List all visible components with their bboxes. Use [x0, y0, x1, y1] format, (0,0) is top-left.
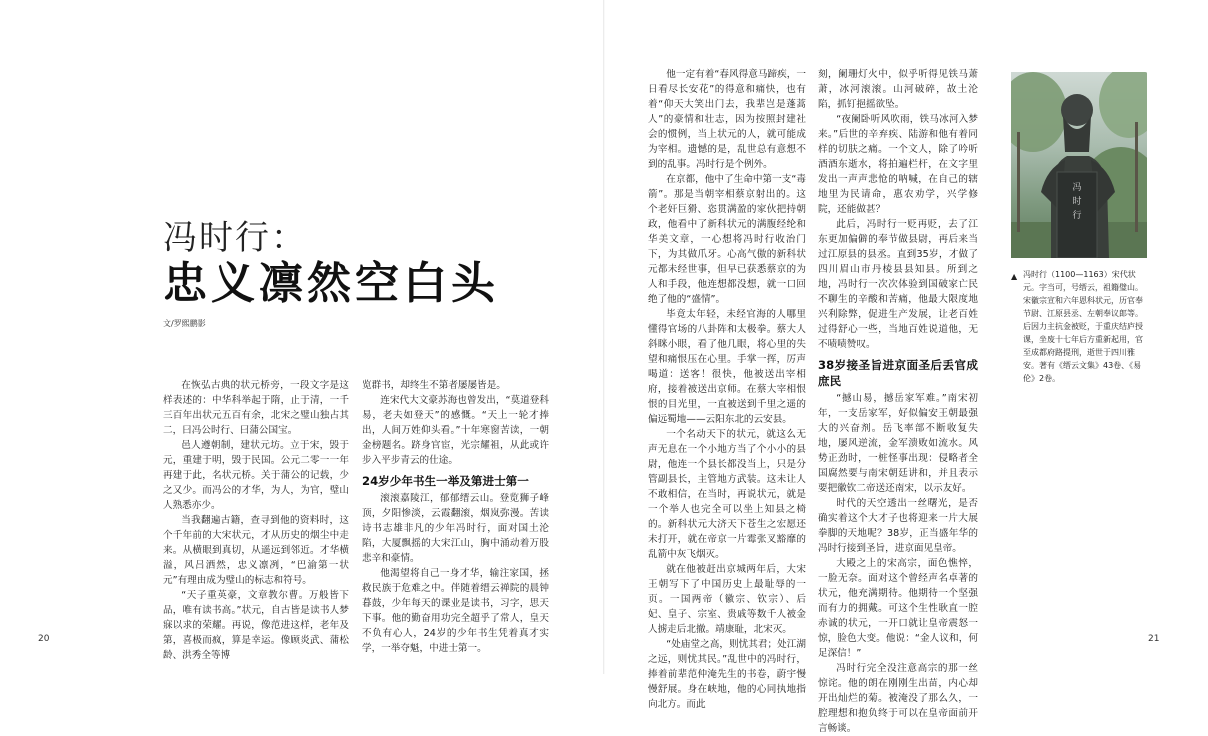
paragraph: 就在他被赶出京城两年后，大宋王朝写下了中国历史上最耻辱的一页。一国两帝（徽宗、钦宗）、后妃、皇子、宗室、贵戚等数千人被金人掳走后北撤。靖康耻，北宋灭。 [648, 564, 806, 635]
caption-text: 冯时行（1100—1163）宋代状元。字当可，号缙云，祖籍璧山。宋徽宗宣和六年恩科状元，历官奉节尉、江原县丞、左朝奉议郎等。后因力主抗金被贬，于重庆结庐授课，坐废十七年后方重新起用，官至成都府路提刑，逝世于四川雅安。著有《缙云文集》43卷、《易伦》2卷。 [1023, 270, 1143, 383]
plaque-char-3: 行 [1072, 211, 1082, 221]
paragraph: “夜阑卧听风吹雨，铁马冰河入梦来。”后世的辛弃疾、陆游和他有着同样的切肤之痛。一个文人，除了吟听酒酒东逝水，将拍遍栏杆，在文字里发出一声声悲怆的呐喊，在自己的辖地里为民请命，惠农劝学，兴学修院，还能做甚？ [818, 114, 978, 215]
text-column-4 [818, 67, 978, 736]
paragraph: 毕竟太年轻，未经官海的人哪里懂得官场的八卦阵和太极拳。蔡大人斜眯小眼，看了他几眼，将心里的失望和痛恨压在心里。手掌一挥，厉声喝道：送客！很快，他被送出宰相府，接着被送出京师。在蔡大宰相恨恨的目光里，一直被送到千里之遥的偏远蜀地——云阳东北的云安县。 [648, 309, 806, 425]
page-number-left: 20 [38, 634, 50, 644]
paragraph: “天子重英豪，文章教尔曹。万般皆下品，唯有读书高。”状元，自古皆是读书人梦寐以求的荣耀。再说，像范进这样，老年及第，喜极而疯，算是幸运。像顾炎武、蒲松龄、洪秀全等博 [163, 590, 349, 661]
page-gutter [603, 0, 605, 674]
text-column-1 [163, 378, 349, 663]
statue-illustration [1011, 72, 1147, 258]
text-column-3 [648, 67, 806, 712]
paragraph: “处庙堂之高，则忧其君；处江湖之远，则忧其民。”乱世中的冯时行，捧着前辈范仲淹先生的书卷，蔚宇慢慢舒展。身在峡地，他的心同执地指向北方。而此 [648, 639, 806, 710]
paragraph: 刻，阑珊灯火中，似乎听得见铁马萧萧，冰河滚滚。山河破碎，故土沦陷，抓钉挹摇欲坠。 [818, 69, 978, 110]
text-column-2 [362, 378, 549, 656]
statue-photo [1011, 72, 1147, 258]
paragraph: 邑人遵朝制，建状元坊。立于宋，毁于元，重建于明，毁于民国。公元二零一一年再建于此，名状元桥。关于蒲公的记载，少之又少。而冯公的才华，为人，为官，璧山人熟悉亦少。 [163, 440, 349, 511]
page-number-right: 21 [1148, 634, 1160, 644]
paragraph: 冯时行完全没注意高宗的那一丝惊诧。他的朗在刚刚生出苗，内心却开出灿烂的菊。被淹没了那么久，一腔理想和抱负终于可以在皇帝面前开言畅谈。 [818, 663, 978, 734]
section-heading: 38岁接圣旨进京面圣后丢官成庶民 [818, 358, 978, 388]
paragraph: 一个名动天下的状元，就这么无声无息在一个小地方当了个小小的县尉，他连一个县长都没当上，只是分管副县长，主管地方武装。这未让人不敢相信，在当时，再说状元，就是一个举人也完全可以坐上知县之椅的。新科状元大济天下苍生之宏愿还未打开，就在帝京一片霉张叉豁靡的乱箭中灰飞烟灭。 [648, 429, 806, 560]
paragraph: 时代的天空透出一丝曙光，是否确实着这个大才子也将迎来一片大展拳脚的天地呢？38岁，正当盛年华的冯时行接到圣旨，进京面见皇帝。 [818, 498, 978, 554]
triangle-marker-icon: ▲ [1011, 272, 1018, 281]
paragraph: 他一定有着“春风得意马蹄疾，一日看尽长安花”的得意和痛快，也有着“仰天大笑出门去，我辈岂是蓬蒿人”的豪情和壮志，因为按照封建社会的惯例，当上状元的人，就可能成为宰相。遗憾的是，乱世总有意想不到的乱事。冯时行是个例外。 [648, 69, 806, 170]
paragraph: “撼山易，撼岳家军难。”南宋初年，一支岳家军，好似偏安王朝最强大的兴奋剂。岳飞率部不断收复失地，屡风逆流，金军溃败如流水。风势正劲时，一桩怪事出现：侵略者全国腐然要与南宋朝廷讲和，并且表示要把徽钦二帝送还南宋，以示友好。 [818, 393, 978, 494]
paragraph: 连宋代大文豪苏海也曾发出，“莫道登科易，老夫如登天”的感慨。“天上一轮才捧出，人间万姓仰头看。”十年寒窗苦读，一朝金榜题名。跻身官宦，光宗耀祖，从此或许步入平步青云的仕途。 [362, 395, 549, 466]
paragraph: 在京都，他中了生命中第一支“毒箭”。那是当朝宰相蔡京射出的。这个老奸巨猾、恣贯满盈的家伙把持朝政，他看中了新科状元的满腹经纶和华美文章，一心想将冯时行收治门下，为其做爪牙。心高气傲的新科状元都未经世事，但早已获悉蔡京的为人和手段，他连想都没想，就一口回绝了他的“盛情”。 [648, 174, 806, 305]
article-title-main: 忠义凛然空白头 [163, 258, 499, 309]
paragraph: 滚滚嘉陵江，郁郁缙云山。登览狮子峰顶，夕阳惨淡，云霞翻滚，烟岚弥漫。苦读诗书志雄非凡的少年冯时行，面对国土沦陷，大厦飘摇的大宋江山，胸中涌动着万股悲辛和豪情。 [362, 493, 549, 564]
paragraph: 此后，冯时行一贬再贬，去了江东更加偏僻的奉节做县尉，再后来当过江原县的县丞。直到35岁，才做了四川眉山市丹棱县县知县。所到之地，冯时行一次次体验到国破家亡民不聊生的辛酸和苦痛，他最大限度地兴利除弊，促进生产发展，让老百姓过得舒心一些，当地百姓说道他，无不啧啧赞叹。 [818, 219, 978, 350]
paragraph: 大殿之上的宋高宗，面色憔悴，一脸无奈。面对这个曾经声名卓著的状元，他充满期待。他期待一个坚强而有力的拥戴。可这个生性耿直一腔赤诚的状元，一开口就让皇帝震怒一惊，脸色大变。他说：“金人议和，何足深信！” [818, 558, 978, 659]
plaque-char-1: 冯 [1072, 183, 1082, 193]
section-heading: 24岁少年书生一举及第进士第一 [362, 474, 529, 488]
article-byline: 文/罗熙鹏影 [163, 319, 206, 328]
paragraph: 当我翻遍古籍，查寻到他的资料时，这个千年前的大宋状元，才从历史的烟尘中走来。从横眼到真切，从遥远到邻近。才华横溢，风吕洒然，忠义凛冽，“巴渝第一状元”有理由成为璧山的标志和符号。 [163, 515, 349, 586]
paragraph: 览群书，却终生不第者屡屡皆是。 [362, 380, 506, 391]
photo-caption [1011, 268, 1149, 385]
article-title-name: 冯时行： [163, 218, 307, 258]
plaque-char-2: 时 [1072, 197, 1082, 207]
paragraph: 在恢弘古典的状元桥旁，一段文字是这样表述的：中华科举起于隋，止于清，一千三百年出状元五百有余，北宋之璧山独占其二，曰冯公时行、曰蒲公国宝。 [163, 380, 349, 436]
paragraph: 他渴望将自己一身才华，输注家国，拯救民族于危难之中。伴随着缙云禅院的晨钟暮鼓，少年每天的课业是读书，习字，思天下事。他的勤奋用功完全超乎了常人，皇天不负有心人，24岁的少年书生凭着真才实学，一举夺魁，中进士第一。 [362, 568, 549, 654]
